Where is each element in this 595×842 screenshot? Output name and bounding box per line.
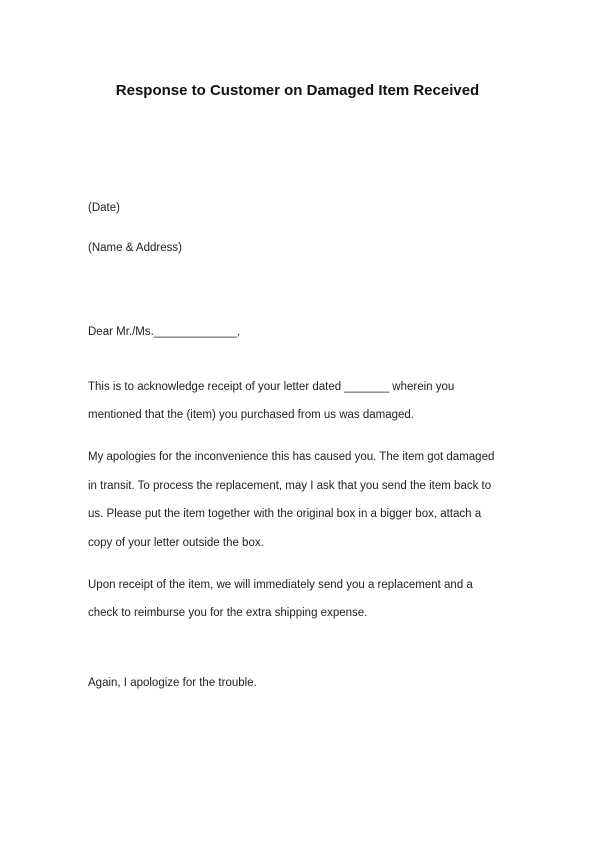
salutation: Dear Mr./Ms._____________, — [88, 326, 241, 338]
paragraph-2-line-4: copy of your letter outside the box. — [88, 537, 264, 549]
name-address-placeholder: (Name & Address) — [88, 242, 182, 254]
paragraph-2-line-3: us. Please put the item together with the original box in a bigger box, attach a — [88, 508, 482, 520]
paragraph-2-line-2: in transit. To process the replacement, may I ask that you send the item back to — [88, 480, 492, 492]
paragraph-3-line-1: Upon receipt of the item, we will immediately send you a replacement and a — [88, 579, 473, 591]
closing-line: Again, I apologize for the trouble. — [88, 677, 257, 689]
paragraph-1-line-2: mentioned that the (item) you purchased from us was damaged. — [88, 409, 415, 421]
date-placeholder: (Date) — [88, 202, 120, 214]
paragraph-1-line-1: This is to acknowledge receipt of your letter dated _______ wherein you — [88, 381, 455, 393]
paragraph-2-line-1: My apologies for the inconvenience this has caused you. The item got damaged — [88, 451, 495, 463]
page-title: Response to Customer on Damaged Item Received — [115, 82, 480, 99]
paragraph-3-line-2: check to reimburse you for the extra shipping expense. — [88, 607, 368, 619]
